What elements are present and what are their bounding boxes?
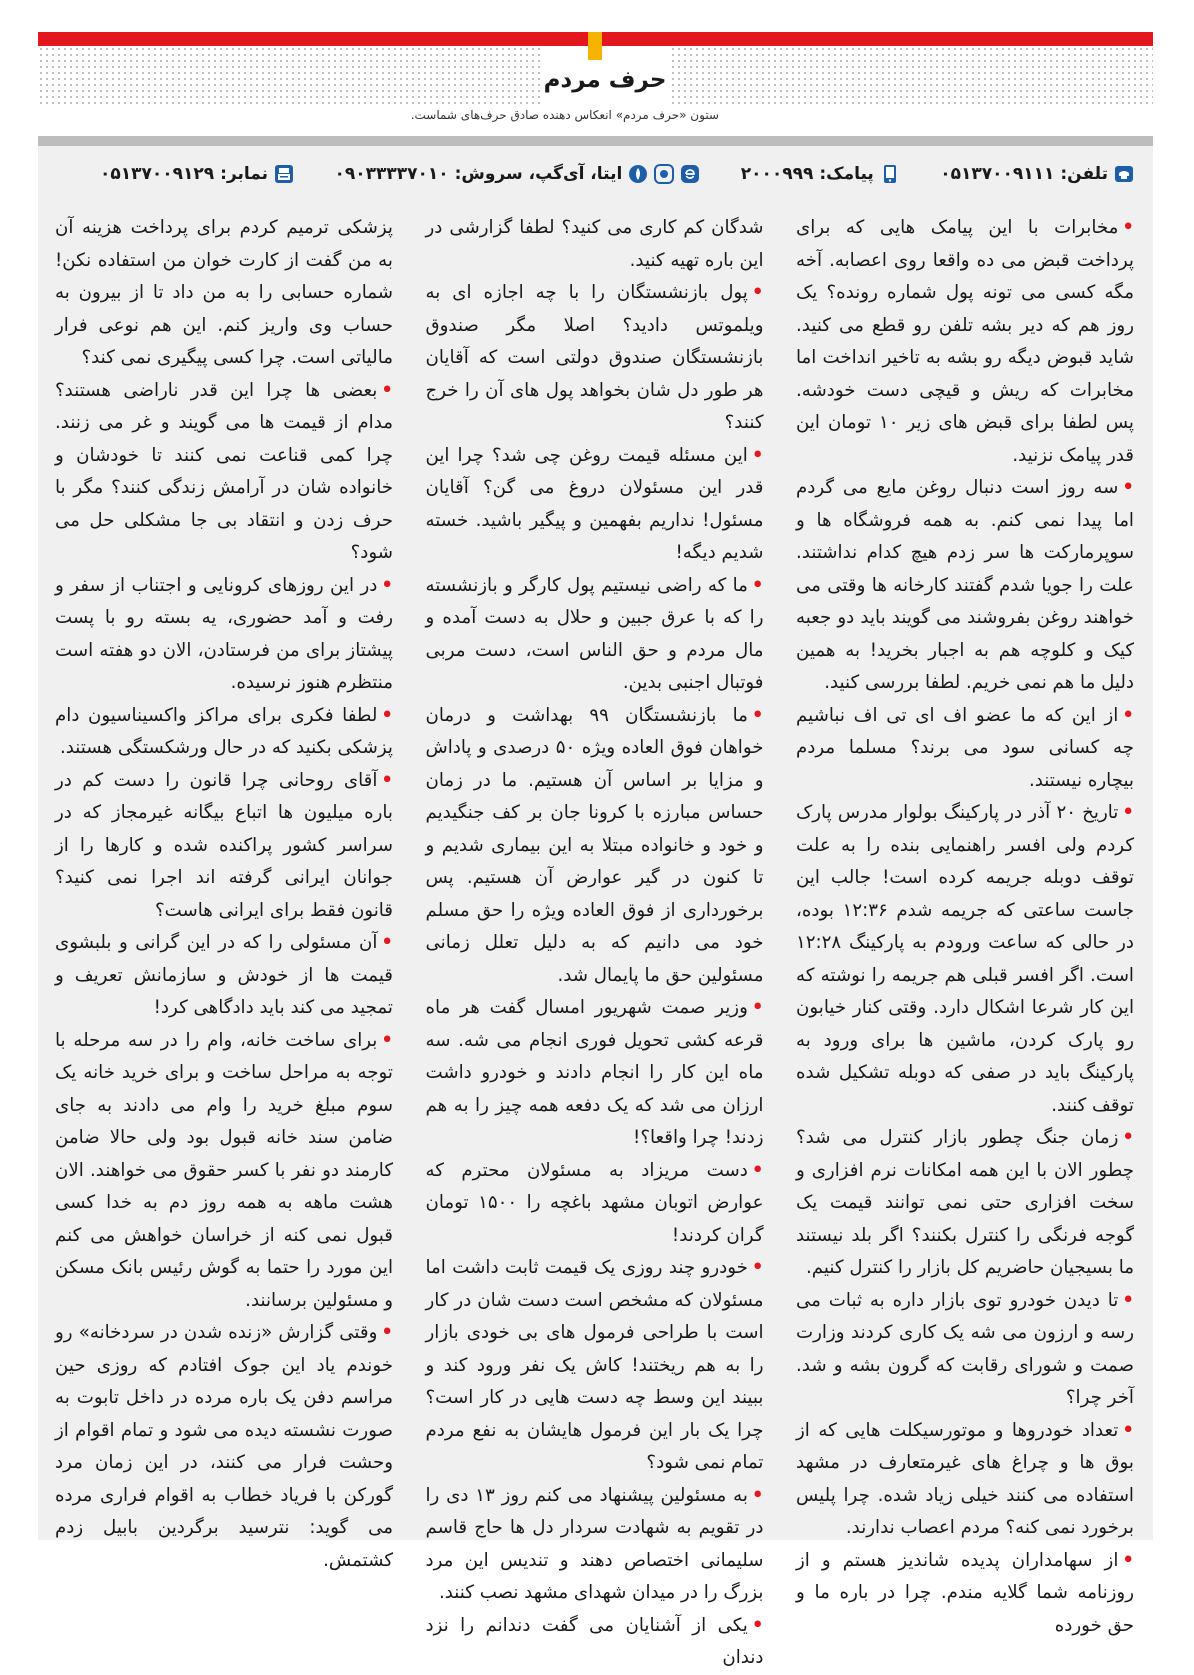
column-1 [796, 212, 1134, 1636]
news-item [796, 797, 1134, 1122]
igap-icon [654, 164, 674, 184]
news-item-text: تاریخ ۲۰ آذر در پارکینگ بولوار مدرس پارک کردم ولی افسر راهنمایی بنده را به علت توقف دوبله جریمه کرده است! جالب این جاست ساعتی که جریمه شدم ۱۲:۳۶ بوده، در حالی که ساعت ورودم به پارکینگ ۱۲:۲۸ است. اگر افسر قبلی هم جریمه را نوشته که این کار شرعا اشکال دارد. وقتی کنار خیابون رو پارک کردن، ماشین ها برای ورود به پارکینگ باید در صفی که دوبله تشکیل شده توقف کنند. [796, 802, 1134, 1116]
news-item [796, 1285, 1134, 1415]
news-item-text: از سهامداران پدیده شاندیز هستم و از روزنامه شما گلایه مندم. چرا در باره ما و حق خورده [796, 1549, 1134, 1636]
bullet-icon: • [1122, 477, 1134, 498]
fax-label: نمابر: [220, 164, 269, 184]
news-item-text: ما که راضی نیستیم پول کارگر و بازنشسته را که با عرق جبین و حلال به دست آمده و مال مردم و حق الناس است، دست مربی فوتبال اجنبی بدین. [425, 574, 764, 693]
news-item [55, 765, 393, 928]
fax-value: ۰۵۱۳۷۰۰۹۱۲۹ [100, 164, 215, 184]
fax-icon [274, 164, 294, 184]
news-item [796, 700, 1134, 798]
news-item-text: تا دیدن خودرو توی بازار داره به ثبات می رسه و ارزون می شه یک کاری کردند وزارت صمت و شورای رقابت که گرون بشه و شد. آخر چرا؟ [796, 1289, 1134, 1408]
contact-bar [100, 158, 1134, 190]
bullet-icon: • [751, 1484, 764, 1506]
contact-messengers [334, 164, 700, 184]
news-item [796, 1122, 1134, 1285]
article-columns [55, 212, 1134, 1668]
bullet-icon: • [381, 1029, 393, 1051]
page-title: حرف مردم [543, 67, 667, 93]
contact-fax [100, 164, 294, 184]
news-item-text: از این که ما عضو اف ای تی اف نباشیم چه کسانی سود می برند؟ مسلما مردم بیچاره نیستند. [796, 704, 1134, 791]
bullet-icon: • [1122, 1419, 1134, 1441]
bullet-icon: • [1122, 802, 1134, 823]
header-dot-pattern-right [670, 46, 1153, 104]
news-item [796, 1545, 1134, 1643]
contact-phone [940, 164, 1134, 184]
news-item [426, 570, 764, 700]
bullet-icon: • [751, 1159, 764, 1181]
messengers-label: ایتا، آی‌گپ، سروش: [454, 164, 623, 184]
news-item [426, 1252, 764, 1480]
bullet-icon: • [751, 444, 764, 466]
news-item [55, 212, 393, 375]
news-item-text: ما بازنشستگان ۹۹ بهداشت و درمان خواهان فوق العاده ویژه ۵۰ درصدی و پاداش و مزایا بر اساس آن هستیم. ما در زمان حساس مبارزه با کرونا جان بر کف جنگیدیم و خود و خانواده مبتلا به این بیماری شدیم و تا کنون در گیر عوارض آن هستیم. پس برخورداری از فوق العاده ویژه را حق مسلم خود می دانیم که به دلیل تعلل زمانی مسئولین حق ما پایمال شد. [425, 704, 764, 986]
bullet-icon: • [381, 1322, 393, 1343]
page-subtitle: ستون «حرف مردم» انعکاس دهنده صادق حرف‌های شماست. [410, 108, 719, 122]
sms-value: ۲۰۰۰۹۹۹ [740, 164, 814, 184]
news-item-text: شدگان کم کاری می کنید؟ لطفا گزارشی در این باره تهیه کنید. [425, 217, 764, 271]
bullet-icon: • [1122, 1549, 1134, 1571]
news-item-text: به مسئولین پیشنهاد می کنم روز ۱۳ دی را در تقویم به شهادت سردار دل ها حاج قاسم سلیمانی اختصاص دهند و تندیس این مرد بزرگ را در میدان شهدای مشهد نصب کنند. [425, 1484, 764, 1603]
news-item [55, 927, 393, 1025]
bullet-icon: • [381, 769, 393, 791]
news-item [426, 277, 764, 440]
news-item-text: لطفا فکری برای مراکز واکسیناسیون دام پزشکی بکنید که در حال ورشکستگی هستند. [55, 704, 393, 758]
bullet-icon: • [381, 574, 393, 596]
news-item [426, 1480, 764, 1610]
bullet-icon: • [381, 379, 393, 401]
bullet-icon: • [1122, 1127, 1134, 1148]
news-item [55, 1317, 393, 1577]
news-item [796, 472, 1134, 700]
news-item-text: وقتی گزارش «زنده شدن در سردخانه» رو خوندم یاد این جوک افتادم که روزی حین مراسم دفن یک باره مرده در داخل تابوت به صورت نشسته دیده می شود و تمام اقوام از وحشت فرار می کنند، در این زمان مرد گورکن با فریاد خطاب به اقوام فراری مرده می گوید: نترسید برگردین بابیل زدم کشتمش. [55, 1322, 393, 1571]
news-item-text: یکی از آشنایان می گفت دندانم را نزد دندان [425, 1614, 764, 1668]
news-item-text: مخابرات با این پیامک هایی که برای پرداخت قبض می ده واقعا روی اعصابه. آخه مگه کسی می تونه پول شماره رونده؟ یک روز هم که دیر بشه تلفن رو قطع می کنید. شاید قبوض دیگه رو بشه به تاخیر انداخت اما مخابرات که ریش و قیچی دست خودشه. پس لطفا برای قبض های زیر ۱۰ تومان این قدر پیامک نزنید. [796, 217, 1134, 466]
news-item-text: خودرو چند روزی یک قیمت ثابت داشت اما مسئولان که مشخص است دست شان در کار است با طراحی فرمول های بی خودی بازار را به هم ریختند! کاش یک نفر ورود کند و ببیند این وسط چه دست هایی در کار است؟ چرا یک بار این فرمول هایشان به نفع مردم تمام نمی شود؟ [425, 1257, 764, 1473]
contact-sms [741, 164, 900, 184]
bullet-icon: • [751, 704, 764, 726]
eitaa-icon [680, 164, 700, 184]
bullet-icon: • [1122, 704, 1134, 726]
bullet-icon: • [751, 282, 764, 303]
news-item [796, 212, 1134, 472]
news-item-text: آن مسئولی را که در این گرانی و بلبشوی قیمت ها از خودش و سازمانش تعریف و تمجید می کند باید دادگاهی کرد! [55, 932, 393, 1018]
phone-value: ۰۵۱۳۷۰۰۹۱۱۱ [940, 164, 1055, 184]
column-3 [55, 212, 393, 1571]
bullet-icon: • [751, 1257, 764, 1278]
news-item-text: تعداد خودروها و موتورسیکلت هایی که از بوق ها و چراغ های غیرمتعارف در مشهد استفاده می کنند خیلی زیاد شده. چرا پلیس برخورد نمی کنه؟ مردم اعصاب ندارند. [796, 1419, 1134, 1538]
news-item-text: دست مریزاد به مسئولان محترم که عوارض اتوبان مشهد باغچه را ۱۵۰۰ تومان گران کردند! [425, 1159, 764, 1246]
news-item [55, 1025, 393, 1318]
header-gray-strip [38, 136, 1153, 146]
news-item-text: برای ساخت خانه، وام را در سه مرحله با توجه به مراحل ساخت و برای خرید خانه یک سوم مبلغ خرید را وام می دادند به جای ضامن سند خانه قبول بود ولی حالا ضامن کارمند دو نفر با کسر حقوق می خواهند. الان هشت ماهه به همه روز دم به خدا کسی قبول نمی کنه از خراسان خواهش می کنم این مورد را حتما به گوش رئیس بانک مسکن و مسئولین برسانند. [55, 1029, 393, 1311]
news-item [426, 700, 764, 993]
header-yellow-tab [588, 32, 602, 60]
news-item-text: پول بازنشستگان را با چه اجازه ای به ویلموتس دادید؟ اصلا مگر صندوق بازنشستگان صندوق دولتی است که آقایان هر طور دل شان بخواهد پول های آن را خرج کنند؟ [425, 282, 764, 433]
phone-label: تلفن: [1060, 164, 1108, 184]
bullet-icon: • [381, 704, 393, 726]
sms-label: پیامک: [819, 164, 874, 184]
news-item-text: پزشکی ترمیم کردم برای پرداخت هزینه آن به من گفت از کارت خوان من استفاده نکن! شماره حسابی را به من داد تا از بیرون به حساب وی واریز کنم. این هم نوعی فرار مالیاتی است. چرا کسی پیگیری نمی کند؟ [55, 217, 393, 368]
messengers-value: ۰۹۰۳۳۳۳۷۰۱۰ [334, 164, 449, 184]
news-item [796, 1415, 1134, 1545]
header-dot-pattern-left [38, 46, 540, 104]
mobile-icon [880, 164, 900, 184]
bullet-icon: • [751, 997, 764, 1018]
news-item-text: بعضی ها چرا این قدر ناراضی هستند؟ مدام از قیمت ها می گویند و غر می زنند. چرا کمی قناعت نمی کنند تا خودشان و خانواده شان در آرامش زندگی کنند؟ مگر با حرف زدن و انتقاد بی جا مشکلی حل می شود؟ [55, 379, 393, 563]
bullet-icon: • [1122, 1289, 1134, 1311]
news-item [426, 1610, 764, 1675]
news-item [426, 1155, 764, 1253]
soroush-icon [628, 164, 648, 184]
news-item-text: آقای روحانی چرا قانون را دست کم در باره میلیون ها اتباع بیگانه غیرمجاز که در سراسر کشور پراکنده شده و کارها را از جوانان ایرانی گرفته اند اجرا نمی کنید؟ قانون فقط برای ایرانی هاست؟ [55, 769, 393, 921]
news-item [426, 992, 764, 1155]
news-item-text: زمان جنگ چطور بازار کنترل می شد؟ چطور الان با این همه امکانات نرم افزاری و سخت افزاری حتی نمی توانند قیمت یک گوجه فرنگی را کنترل بکنند؟ اگر بلد نیستند ما بسیجیان حاضریم کل بازار را کنترل کنیم. [796, 1127, 1134, 1278]
news-item-text: این مسئله قیمت روغن چی شد؟ چرا این قدر این مسئولان دروغ می گن؟ آقایان مسئول! نداریم بفهمین و پیگیر باشید. خسته شدیم دیگه! [425, 444, 764, 563]
column-2 [425, 212, 764, 1668]
news-item [55, 570, 393, 700]
bullet-icon: • [751, 1614, 764, 1636]
bullet-icon: • [751, 574, 764, 596]
news-item [55, 375, 393, 570]
news-item-text: وزیر صمت شهریور امسال گفت هر ماه قرعه کشی تحویل فوری انجام می شه. سه ماه این کار را انجام دادند و خودرو داشت ارزان می شد که یک دفعه همه چیز را به هم زدند! چرا واقعا؟! [425, 997, 764, 1148]
news-item [55, 700, 393, 765]
news-item-text: در این روزهای کرونایی و اجتناب از سفر و رفت و آمد حضوری، یه بسته رو با پست پیشتاز برای من فرستادن، الان دو هفته است منتظرم هنوز نرسیده. [55, 574, 393, 693]
news-item [426, 212, 764, 277]
news-item-text: سه روز است دنبال روغن مایع می گردم اما پیدا نمی کنم. به همه فروشگاه ها و سوپرمارکت ها سر زدم هیچ کدام نداشتند. علت را جویا شدم گفتند کارخانه ها وقتی می خواهند روغن بفروشند می گویند باید دو جعبه کیک و کلوچه هم به اجبار بخرید! به همین دلیل ما هم نمی خریم. لطفا بررسی کنید. [796, 477, 1134, 693]
bullet-icon: • [381, 932, 393, 953]
bullet-icon: • [1122, 217, 1134, 238]
news-item [426, 440, 764, 570]
phone-icon [1114, 164, 1134, 184]
